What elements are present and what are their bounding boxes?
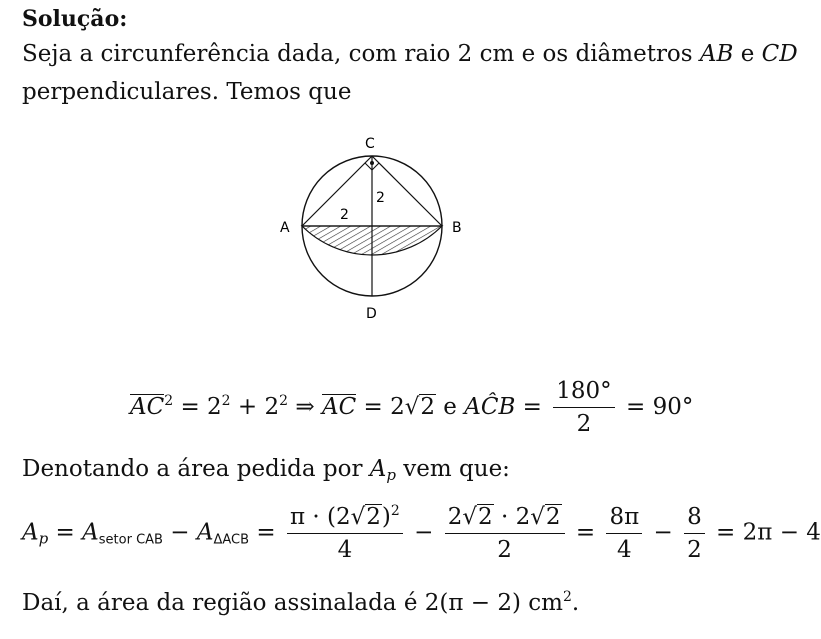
fraction-1: $\frac{\pi \cdot (2√2)^2}{4}$ (287, 503, 403, 564)
paragraph-line-2: perpendiculares. Temos que (22, 79, 352, 105)
angle-acb: AĈB (464, 393, 516, 420)
paragraph-conclusion: Daí, a área da região assinalada é 2(π − 2) $cm^2$. (22, 589, 580, 616)
fraction-3: $\frac{8\pi}{4}$ (606, 504, 642, 564)
label-d: D (366, 306, 377, 322)
chord-ac (302, 156, 372, 226)
fraction-2: $\frac{2√2 \cdot 2√2}{2}$ (445, 504, 565, 564)
text: e (733, 41, 762, 67)
fraction-4: $\frac{8}{2}$ (684, 504, 705, 564)
label-c: C (365, 136, 375, 152)
equation-2: $A_p = A_{setor CAB} - A_{\Delta ACB}$ = $\frac{\pi \cdot (2√2)^2}{4}$ − $\frac{2√2 \cdot 2√2}{2}$ = $\frac{8\pi}{4}$ − $\frac{8}{2}$ = 2π − 4 (22, 503, 821, 564)
heading: Solução: (22, 6, 128, 32)
segment-ac-2: AC (321, 393, 357, 420)
paragraph-denotando: Denotando a área pedida por $A_p$ vem que: (22, 456, 510, 484)
fraction-180-2: $\frac{180^\circ}{2}$ (553, 378, 614, 438)
right-angle-dot (370, 161, 374, 165)
circle-figure (270, 128, 480, 323)
label-b: B (452, 220, 462, 236)
text: Seja a circunferência dada, com raio 2 cm e os diâmetros (22, 41, 700, 67)
label-a: A (280, 220, 290, 236)
label-radius-horizontal: 2 (340, 207, 349, 223)
segment-ac: AC (130, 393, 165, 420)
subscript-setor: setor CAB (98, 532, 163, 548)
sqrt: √2 (404, 393, 435, 420)
diameter-ab: AB (699, 41, 734, 67)
equation-1: $AC^2 = 2^2 + 2^2$ ⇒ AC = 2√2 e AĈB = $\frac{180^\circ}{2}$ = 90° (130, 378, 694, 438)
label-radius-vertical: 2 (376, 190, 385, 206)
diameter-cd: CD (761, 41, 798, 67)
paragraph-line-1 (22, 41, 798, 67)
subscript-triangle: ΔACB (213, 532, 250, 548)
